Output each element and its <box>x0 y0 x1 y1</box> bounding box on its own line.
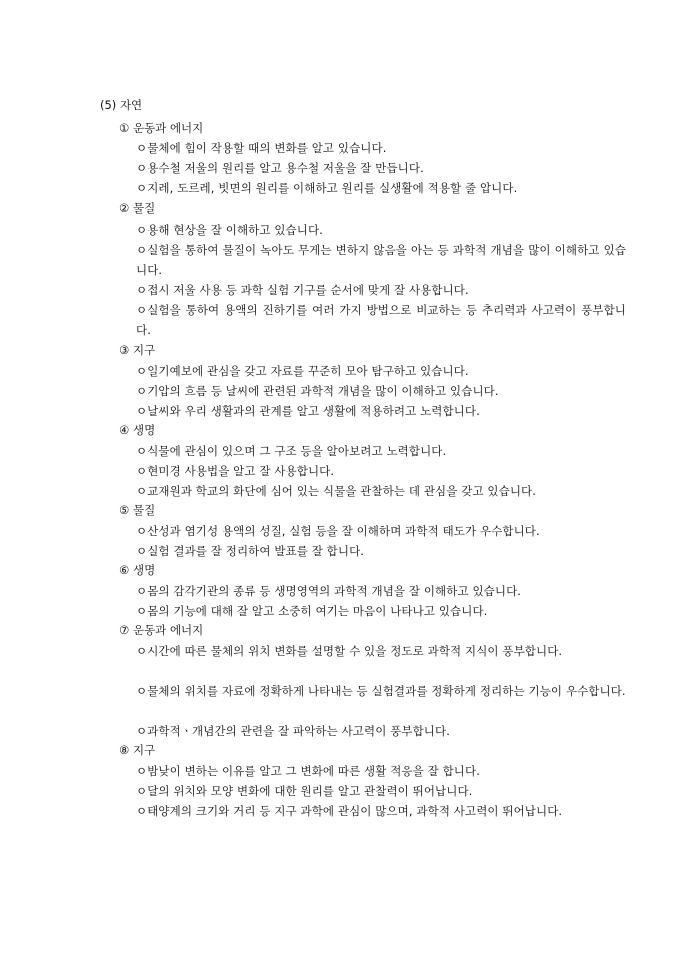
list-item: ㅇ밤낮이 변하는 이유를 알고 그 변화에 따른 생활 적응을 잘 합니다. <box>136 764 480 778</box>
list-item: ㅇ달의 위치와 모양 변화에 대한 원리를 알고 관찰력이 뛰어납니다. <box>136 784 473 798</box>
subsection-heading: ⑥ 생명 <box>119 563 156 577</box>
list-item: ㅇ기압의 흐름 등 날씨에 관련된 과학적 개념을 많이 이해하고 있습니다. <box>136 384 499 398</box>
list-item: ㅇ물체의 위치를 자료에 정확하게 나타내는 등 실험결과를 정확하게 정리하는 기능이 우수합니다. <box>136 684 626 698</box>
subsection-heading: ⑦ 운동과 에너지 <box>119 623 204 637</box>
list-item: ㅇ일기예보에 관심을 갖고 자료를 꾸준히 모아 탐구하고 있습니다. <box>136 364 469 378</box>
list-item: ㅇ실험 결과를 잘 정리하여 발표를 잘 합니다. <box>136 544 365 558</box>
list-item: ㅇ접시 저울 사용 등 과학 실험 기구를 순서에 맞게 잘 사용합니다. <box>136 283 469 297</box>
list-item: ㅇ물체에 힘이 작용할 때의 변화를 알고 있습니다. <box>136 141 387 155</box>
list-item: ㅇ시간에 따른 물체의 위치 변화를 설명할 수 있을 정도로 과학적 지식이 풍부합니다. <box>136 644 563 658</box>
subsection-heading: ⑧ 지구 <box>119 743 156 757</box>
subsection-heading: ③ 지구 <box>119 343 156 357</box>
list-item: ㅇ교재원과 학교의 화단에 심어 있는 식물을 관찰하는 데 관심을 갖고 있습니다. <box>136 484 536 498</box>
section-title: (5) 자연 <box>100 98 143 112</box>
list-item: ㅇ날씨와 우리 생활과의 관계를 알고 생활에 적용하려고 노력합니다. <box>136 404 480 418</box>
list-item: ㅇ몸의 기능에 대해 잘 알고 소중히 여기는 마음이 나타나고 있습니다. <box>136 604 488 618</box>
list-item: ㅇ과학적ㆍ개념간의 관련을 잘 파악하는 사고력이 풍부합니다. <box>136 724 450 738</box>
list-item: ㅇ몸의 감각기관의 종류 등 생명영역의 과학적 개념을 잘 이해하고 있습니다. <box>136 584 522 598</box>
subsection-heading: ① 운동과 에너지 <box>119 121 204 135</box>
list-item: ㅇ지레, 도르레, 빗면의 원리를 이해하고 원리를 실생활에 적용할 줄 압니다. <box>136 181 518 195</box>
list-item: ㅇ용수철 저울의 원리를 알고 용수철 저울을 잘 만듭니다. <box>136 161 424 175</box>
list-item: ㅇ현미경 사용법을 알고 잘 사용합니다. <box>136 464 335 478</box>
list-item: ㅇ산성과 염기성 용액의 성질, 실험 등을 잘 이해하며 과학적 태도가 우수합니다. <box>136 524 540 538</box>
list-item: ㅇ실험을 통하여 용액의 진하기를 여러 가지 방법으로 비교하는 등 추리력과 사고력이 풍부합니다. <box>136 303 626 337</box>
list-item: ㅇ태양계의 크기와 거리 등 지구 과학에 관심이 많으며, 과학적 사고력이 뛰어납니다. <box>136 804 563 818</box>
subsection-heading: ⑤ 물질 <box>119 503 156 517</box>
list-item: ㅇ실험을 통하여 물질이 녹아도 무게는 변하지 않음을 아는 등 과학적 개념을 많이 이해하고 있습니다. <box>136 243 626 277</box>
subsection-heading: ④ 생명 <box>119 423 156 437</box>
list-item: ㅇ식물에 관심이 있으며 그 구조 등을 알아보려고 노력합니다. <box>136 444 447 458</box>
subsection-heading: ② 물질 <box>119 201 156 215</box>
list-item: ㅇ용해 현상을 잘 이해하고 있습니다. <box>136 223 323 237</box>
